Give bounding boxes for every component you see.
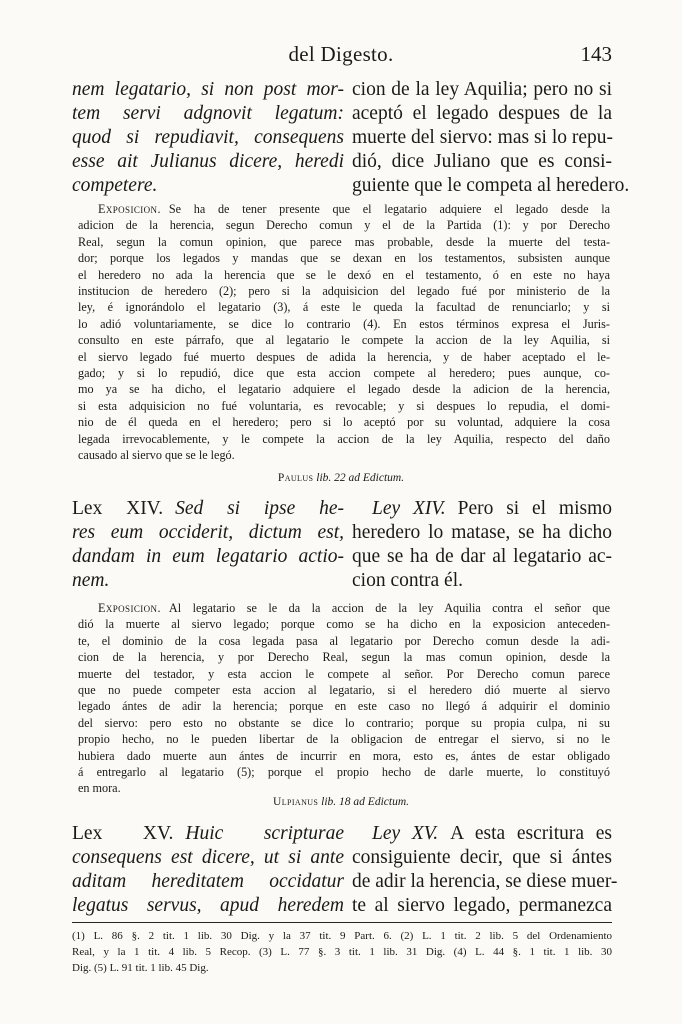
- exposicion-line: Real, segun la comun opinion, que parece mas probable, desde la muerte del testa-: [78, 234, 610, 249]
- exposicion-line: si esta adquisicion no fué voluntaria, es revocable; y si despues lo repudia, el domi-: [78, 398, 610, 413]
- exposicion-line: del siervo: pero esto no obstante se dice lo contrario; porque su propia culpa, ni su: [78, 715, 610, 730]
- spanish-line: te al siervo legado, permanezca: [352, 895, 612, 916]
- latin-text: [72, 497, 344, 593]
- spanish-line: que se ha de dar al legatario ac-: [352, 546, 612, 567]
- latin-text: [72, 822, 344, 918]
- law-number-latin: Lex XV.: [72, 823, 174, 844]
- source-author: Paulus: [277, 472, 314, 484]
- law-number-latin: Lex XIV.: [72, 498, 164, 519]
- spanish-line: de adir la herencia, se diese muer-: [352, 871, 618, 892]
- exposicion-line: dor; porque los legados y mandas que se dexan en los testamentos, subsisten aunque: [78, 251, 610, 266]
- spanish-line: Ley XV. A esta escritura es: [372, 823, 612, 844]
- spanish-line: dió, dice Juliano que es consi-: [352, 151, 612, 172]
- spanish-line: Ley XIV. Pero si el mismo: [372, 498, 612, 519]
- exposicion-line: institucion de heredero (2); pero si la adquisicion del legado fué por ministerio de la: [78, 284, 610, 299]
- footnote-line: Dig. (5) L. 91 tit. 1 lib. 45 Dig.: [72, 962, 209, 974]
- exposicion-commentary: [78, 600, 610, 797]
- latin-line: legatus servus, apud heredem: [72, 895, 344, 916]
- exposicion-line: nio de él queda en el heredero; pero si lo aceptó por su voluntad, adquiere la cosa: [78, 415, 610, 430]
- exposicion-line: ley, é ignorándolo el legatario (3), á este le queda la facultad de renunciarlo; y si: [78, 300, 610, 315]
- law-number-spanish: Ley XIV.: [372, 498, 446, 519]
- spanish-text: [352, 497, 612, 593]
- exposicion-line: muerte del testador, y esta accion le compete al señor. Por Derecho comun parece: [78, 666, 610, 681]
- law-block-xiv: [72, 497, 612, 593]
- latin-line: dandam in eum legatario actio-: [72, 546, 344, 567]
- exposicion-line: á entregarlo al legatario (5); porque el propio hecho de darle muerte, lo constituyó: [78, 765, 610, 780]
- latin-line: quod si repudiavit, consequens: [72, 127, 344, 148]
- exposicion-line: consulto en este párrafo, que al legatario le compete la accion de la ley Aquilia, si: [78, 333, 610, 348]
- latin-text: [72, 78, 344, 198]
- page-number: 143: [580, 42, 612, 66]
- spanish-text: [352, 78, 630, 198]
- law-number-spanish: Ley XV.: [372, 823, 439, 844]
- latin-line: nem legatario, si non post mor-: [72, 79, 344, 100]
- latin-line: res eum occiderit, dictum est,: [72, 522, 344, 543]
- exposicion-line: Exposicion. Se ha de tener presente que el legatario adquiere el legado desde la: [98, 202, 610, 216]
- running-title: del Digesto.: [288, 42, 394, 66]
- exposicion-line: adicion de la herencia, segun Derecho comun y el de la Partida (1): y por Derecho: [78, 218, 610, 233]
- latin-line: aditam hereditatem occidatur: [72, 871, 344, 892]
- exposicion-line: lo adió voluntariamente, se dice lo contrario (4). En estos términos expresa el Juris-: [78, 316, 610, 331]
- footnote-divider: [72, 922, 612, 923]
- source-citation: [0, 796, 682, 808]
- exposicion-line: legado ántes de adir la herencia; porque en este caso no llegó á adquirir el dominio: [78, 699, 610, 714]
- source-author: Ulpianus: [272, 796, 319, 808]
- exposicion-line: que no puede competer esta accion al legatario, si el heredero dió muerte al siervo: [78, 683, 610, 698]
- exposicion-line: mo ya se ha dicho, el legatario adquiere el legado desde la adicion de la herencia,: [78, 382, 610, 397]
- footnote-line: Real, y la 1 tit. 4 lib. 5 Recop. (3) L. 77 §. 3 tit. 1 lib. 31 Dig. (4) L. 44 §. 1 tit. 1 lib. 30: [72, 946, 612, 958]
- source-citation: [0, 472, 682, 484]
- exposicion-line: Exposicion. Al legatario se le da la accion de la ley Aquilia contra el señor que: [98, 601, 610, 615]
- exposicion-line: causado al siervo que se le legó.: [78, 448, 235, 463]
- footnotes: [72, 928, 612, 976]
- spanish-line: muerte del siervo: mas si lo repu-: [352, 127, 614, 148]
- exposicion-line: legada irrevocablemente, y le compete la accion de la ley Aquilia, respecto del daño: [78, 431, 610, 446]
- exposicion-line: hubiera dado muerte aun ántes de incurrir en mora, esto es, ántes de estar obligado: [78, 748, 610, 763]
- exposicion-commentary: [78, 201, 610, 464]
- spanish-text: [352, 822, 618, 918]
- latin-line: tem servi adgnovit legatum:: [72, 103, 344, 124]
- page-header: [70, 42, 612, 72]
- footnote-line: (1) L. 86 §. 2 tit. 1 lib. 30 Dig. y la 37 tit. 9 Part. 6. (2) L. 1 tit. 2 lib. 5 del Ordenamiento: [72, 930, 612, 942]
- latin-line: Lex XIV. Sed si ipse he-: [72, 498, 344, 519]
- spanish-line: cion de la ley Aquilia; pero no si: [352, 79, 612, 100]
- latin-line: nem.: [72, 570, 110, 591]
- exposicion-line: te, el dominio de la cosa legada pasa al legatario por Derecho comun desde la adi-: [78, 633, 610, 648]
- exposicion-line: en mora.: [78, 781, 121, 796]
- source-reference: lib. 18 ad Edictum.: [321, 796, 409, 808]
- spanish-line: aceptó el legado despues de la: [352, 103, 612, 124]
- law-block-continuation: [72, 78, 630, 198]
- exposicion-line: gado; y si lo repudió, dice que esta accion compete al heredero; pues aunque, co-: [78, 366, 610, 381]
- exposicion-label: Exposicion.: [98, 202, 161, 216]
- spanish-line: consiguiente decir, que si ántes: [352, 847, 612, 868]
- exposicion-label: Exposicion.: [98, 601, 161, 615]
- spanish-line: heredero lo matase, se ha dicho: [352, 522, 612, 543]
- exposicion-line: el siervo legado fué muerto despues de adida la herencia, y de haber aceptado el le-: [78, 349, 610, 364]
- spanish-line: cion contra él.: [352, 570, 463, 591]
- exposicion-line: dió la muerte al siervo legado; porque como se ha dicho en la exposicion anteceden-: [78, 617, 610, 632]
- latin-line: consequens est dicere, ut si ante: [72, 847, 344, 868]
- law-block-xv: [72, 822, 618, 918]
- exposicion-line: propio hecho, no le pueden libertar de la obligacion de entregar el siervo, si no le: [78, 732, 610, 747]
- spanish-line: guiente que le competa al heredero.: [352, 175, 630, 196]
- latin-line: competere.: [72, 175, 158, 196]
- latin-line: Lex XV. Huic scripturae: [72, 823, 344, 844]
- exposicion-line: el heredero no ada la herencia que se le dexó en el testamento, ó en este no haya: [78, 267, 610, 282]
- latin-line: esse ait Julianus dicere, heredi: [72, 151, 344, 172]
- source-reference: lib. 22 ad Edictum.: [316, 472, 405, 484]
- exposicion-line: cion de la herencia, y por Derecho Real, segun la mas comun opinion, desde la: [78, 650, 610, 665]
